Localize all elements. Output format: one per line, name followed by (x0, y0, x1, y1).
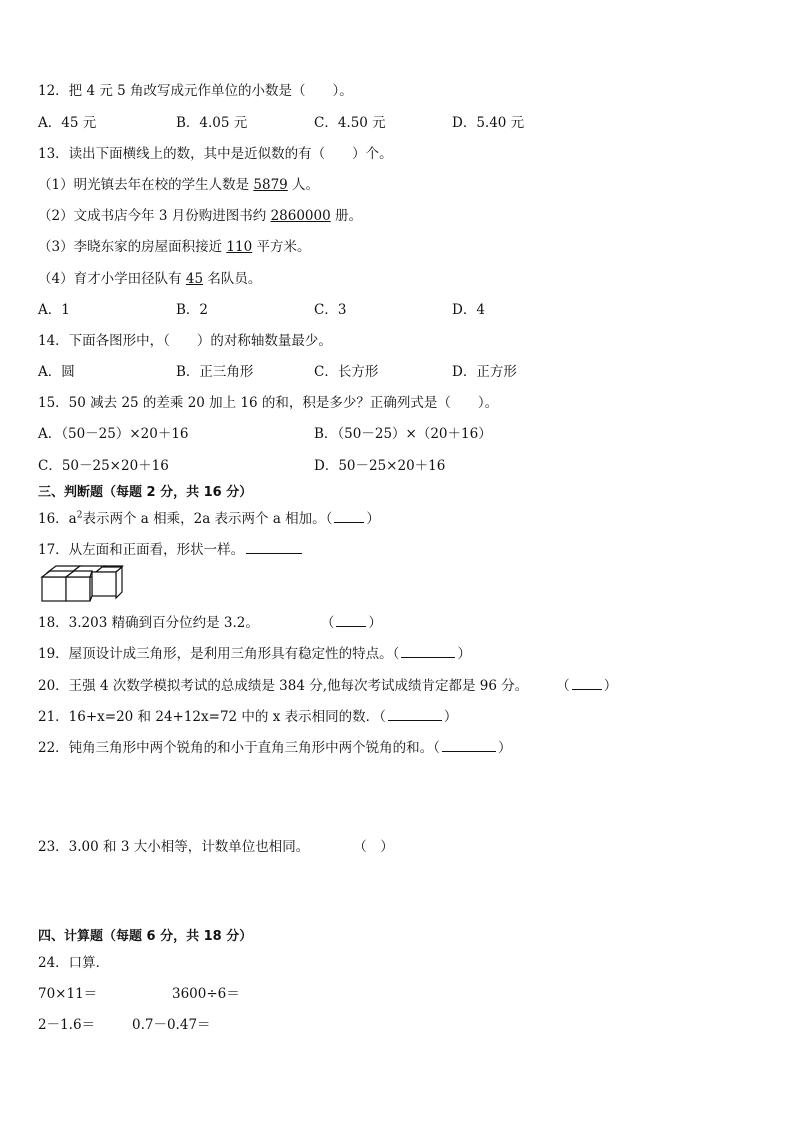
q16: 16．$a^2$表示两个 a 相乘，2a 表示两个 a 相加。（ ） (38, 510, 380, 527)
q13-item-1: （1）明光镇去年在校的学生人数是 5879 人。 (38, 177, 320, 193)
q22: 22．钝角三角形中两个锐角的和小于直角三角形中两个锐角的和。（ ） (38, 740, 512, 756)
q19-answer-blank[interactable] (401, 644, 455, 658)
calc-expr-2: 3600÷6＝ (172, 986, 240, 1002)
q14-stem: 14．下面各图形中，（ ）的对称轴数量最少。 (38, 333, 332, 349)
q14-option-b[interactable]: B．正三角形 (176, 364, 254, 380)
q12-options (38, 114, 758, 132)
calc-expr-4: 0.7－0.47＝ (132, 1017, 211, 1033)
calc-expr-1: 70×11＝ (38, 986, 98, 1002)
q15-option-c[interactable]: C．50－25×20＋16 (38, 458, 169, 474)
q13-option-b[interactable]: B．2 (176, 302, 209, 318)
q20: 20．王强 4 次数学模拟考试的总成绩是 384 分,他每次考试成绩肯定都是 96 分。 （ ） (38, 678, 618, 694)
q21: 21．16+x=20 和 24+12x=72 中的 x 表示相同的数．（ ） (38, 709, 458, 725)
q12-option-b[interactable]: B．4.05 元 (176, 115, 248, 131)
q12-option-a[interactable]: A．45 元 (38, 115, 97, 131)
q15-stem: 15．50 减去 25 的差乘 20 加上 16 的和，积是多少？正确列式是（ ）。 (38, 395, 499, 411)
q13-item-4: （4）育才小学田径队有 45 名队员。 (38, 271, 262, 287)
q13-item-2-number: 2860000 (270, 208, 331, 224)
q12-option-c[interactable]: C．4.50 元 (314, 115, 386, 131)
q15-option-d[interactable]: D．50－25×20＋16 (314, 458, 446, 474)
q12-stem: 12．把 4 元 5 角改写成元作单位的小数是（ ）。 (38, 83, 353, 99)
q14-options (38, 363, 758, 381)
q14-option-d[interactable]: D．正方形 (452, 364, 517, 380)
q17: 17．从左面和正面看，形状一样。 (38, 540, 304, 558)
q14-option-c[interactable]: C．长方形 (314, 364, 379, 380)
q23-answer-paren[interactable]: （ ） (353, 839, 394, 855)
q15-options-row-2 (38, 457, 758, 475)
section-4-title: 四、计算题（每题 6 分，共 18 分） (38, 929, 253, 944)
q15-options-row-1 (38, 425, 758, 443)
q15-option-b[interactable]: B．（50－25）×（20＋16） (314, 426, 492, 442)
q20-answer-blank[interactable] (572, 676, 602, 690)
q13-item-3-number: 110 (226, 239, 253, 255)
q17-answer-blank[interactable] (246, 540, 302, 554)
q23: 23．3.00 和 3 大小相等，计数单位也相同。 （ ） (38, 839, 394, 855)
q13-option-a[interactable]: A．1 (38, 302, 70, 318)
q13-item-1-number: 5879 (253, 177, 288, 193)
calc-expr-3: 2－1.6＝ (38, 1017, 96, 1033)
q24-stem: 24．口算． (38, 955, 110, 971)
q13-option-c[interactable]: C．3 (314, 302, 347, 318)
cubes-figure-icon (40, 564, 126, 604)
q18-answer-blank[interactable] (336, 613, 366, 627)
q22-answer-blank[interactable] (442, 738, 496, 752)
q21-answer-blank[interactable] (388, 707, 442, 721)
q13-options (38, 301, 758, 319)
q15-option-a[interactable]: A．（50－25）×20＋16 (38, 426, 189, 442)
q13-item-2: （2）文成书店今年 3 月份购进图书约 2860000 册。 (38, 208, 362, 224)
q13-item-4-number: 45 (185, 271, 204, 287)
q13-item-3: （3）李晓东家的房屋面积接近 110 平方米。 (38, 239, 311, 255)
q13-stem: 13．读出下面横线上的数，其中是近似数的有（ ）个。 (38, 146, 393, 162)
section-3-title: 三、判断题（每题 2 分，共 16 分） (38, 485, 253, 500)
q14-option-a[interactable]: A．圆 (38, 364, 75, 380)
q19: 19．屋顶设计成三角形，是利用三角形具有稳定性的特点。（ ） (38, 646, 471, 662)
q16-answer-blank[interactable] (334, 509, 364, 523)
q12-option-d[interactable]: D．5.40 元 (452, 115, 525, 131)
q18: 18．3.203 精确到百分位约是 3.2。 （ ） (38, 615, 382, 631)
q13-option-d[interactable]: D．4 (452, 302, 485, 318)
